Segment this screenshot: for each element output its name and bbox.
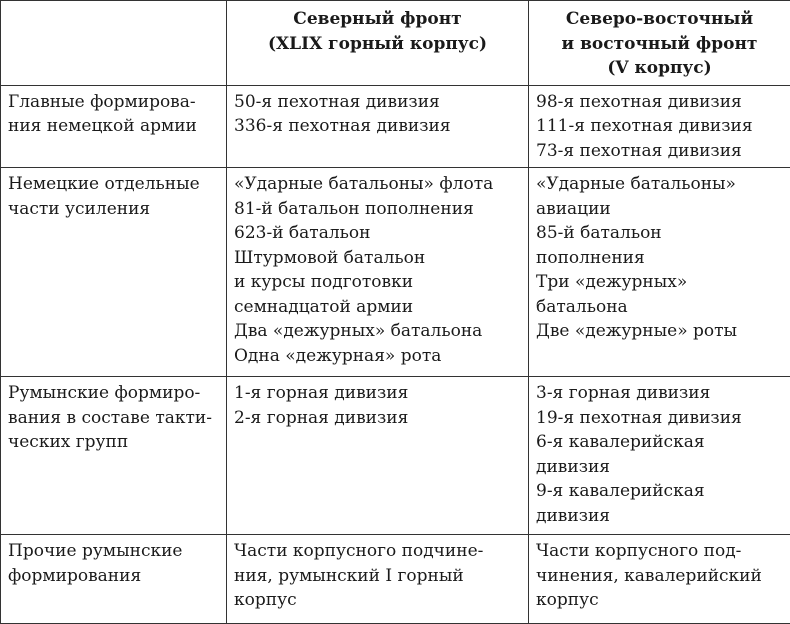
cell-line: Главные формирова- <box>8 90 219 115</box>
north-front-cell <box>227 535 529 624</box>
cell-line: Части корпусного под- <box>536 539 783 564</box>
cell-line: Две «дежурные» роты <box>536 319 783 344</box>
cell-line: семнадцатой армии <box>234 295 521 320</box>
cell-line: дивизия <box>536 504 783 529</box>
cell-line: ния, румынский I горный <box>234 564 521 589</box>
cell-line: 336-я пехотная дивизия <box>234 114 521 139</box>
row-label-cell <box>1 377 227 535</box>
cell-line: Два «дежурных» батальона <box>234 319 521 344</box>
cell-line: Три «дежурных» <box>536 270 783 295</box>
cell-line: 623-й батальон <box>234 221 521 246</box>
cell-line: формирования <box>8 564 219 589</box>
row-label-cell <box>1 535 227 624</box>
cell-line: 19-я пехотная дивизия <box>536 406 783 431</box>
cell-line: 85-й батальон <box>536 221 783 246</box>
table-row-other-romanian <box>1 535 790 624</box>
north-front-cell <box>227 377 529 535</box>
cell-line: корпус <box>234 588 521 613</box>
cell-line: Прочие румынские <box>8 539 219 564</box>
header-line: (XLIX горный корпус) <box>234 32 521 57</box>
cell-line: батальона <box>536 295 783 320</box>
header-line: Северный фронт <box>234 7 521 32</box>
cell-line: 3-я горная дивизия <box>536 381 783 406</box>
cell-line: Части корпусного подчине- <box>234 539 521 564</box>
cell-line: 50-я пехотная дивизия <box>234 90 521 115</box>
table-row-german-reinforcements <box>1 168 790 377</box>
cell-line: 111-я пехотная дивизия <box>536 114 783 139</box>
header-line: Северо-восточный <box>536 7 783 32</box>
cell-line: чинения, кавалерийский <box>536 564 783 589</box>
cell-line: 1-я горная дивизия <box>234 381 521 406</box>
cell-line: вания в составе такти- <box>8 406 219 431</box>
east-front-cell <box>529 168 790 377</box>
cell-line: Румынские формиро- <box>8 381 219 406</box>
cell-line: авиации <box>536 197 783 222</box>
cell-line: «Ударные батальоны» <box>536 172 783 197</box>
header-line: (V корпус) <box>536 56 783 81</box>
cell-line: Одна «дежурная» рота <box>234 344 521 369</box>
east-front-cell <box>529 535 790 624</box>
cell-line: Немецкие отдельные <box>8 172 219 197</box>
header-cell-north-front <box>227 1 529 86</box>
cell-line: «Ударные батальоны» флота <box>234 172 521 197</box>
east-front-cell <box>529 85 790 168</box>
cell-line: дивизия <box>536 455 783 480</box>
table-row-romanian-tactical <box>1 377 790 535</box>
cell-line: и курсы подготовки <box>234 270 521 295</box>
row-label-cell <box>1 85 227 168</box>
cell-line: части усиления <box>8 197 219 222</box>
row-label-cell <box>1 168 227 377</box>
header-cell-empty <box>1 1 227 86</box>
header-row <box>1 1 790 86</box>
east-front-cell <box>529 377 790 535</box>
north-front-cell <box>227 85 529 168</box>
cell-line: 6-я кавалерийская <box>536 430 783 455</box>
cell-line: 81-й батальон пополнения <box>234 197 521 222</box>
cell-line: Штурмовой батальон <box>234 246 521 271</box>
cell-line: корпус <box>536 588 783 613</box>
cell-line: 73-я пехотная дивизия <box>536 139 783 164</box>
north-front-cell <box>227 168 529 377</box>
header-cell-east-front <box>529 1 790 86</box>
cell-line: 98-я пехотная дивизия <box>536 90 783 115</box>
cell-line: 9-я кавалерийская <box>536 479 783 504</box>
header-line: и восточный фронт <box>536 32 783 57</box>
cell-line: ческих групп <box>8 430 219 455</box>
cell-line: пополнения <box>536 246 783 271</box>
cell-line: ния немецкой армии <box>8 114 219 139</box>
table-row-main-german <box>1 85 790 168</box>
cell-line: 2-я горная дивизия <box>234 406 521 431</box>
